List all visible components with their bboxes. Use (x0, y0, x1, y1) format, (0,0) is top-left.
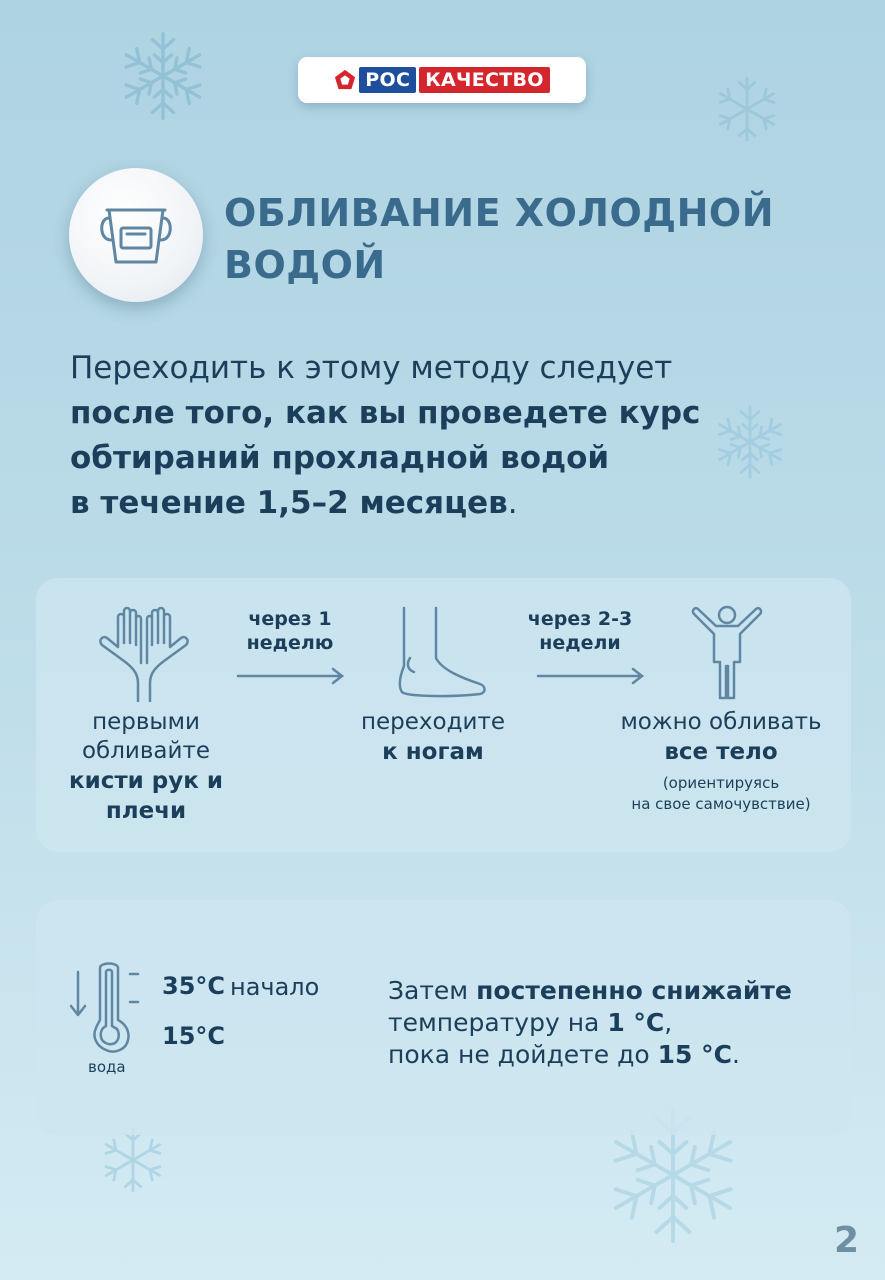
step-1-text1: первыми (92, 709, 200, 735)
intro-line2: после того, как вы проведете курс (70, 395, 701, 431)
step-3-text1: можно обливать (620, 709, 822, 735)
down-arrow-icon (68, 970, 88, 1020)
logo-kachestvo: КАЧЕСТВО (419, 67, 550, 93)
arrow-right-icon (536, 666, 646, 686)
step-3-bold1: все тело (664, 739, 778, 765)
step-2-text1: переходите (360, 709, 506, 735)
page-number: 2 (834, 1220, 860, 1261)
desc-part1: Затем (388, 976, 477, 1005)
intro-line4: в течение 1,5–2 месяцев (70, 485, 508, 521)
step-3-small1: (ориентируясь (662, 774, 780, 792)
snowflake-icon (712, 74, 782, 144)
arrow-label-1-line1: через 1 (248, 608, 332, 630)
start-temp-value: 35°C (162, 972, 226, 1000)
intro-line1: Переходить к этому методу следует (70, 350, 673, 386)
desc-part4: пока не дойдете до (388, 1040, 658, 1069)
bucket-icon (97, 196, 175, 274)
page-title-line1: ОБЛИВАНИЕ ХОЛОДНОЙ (224, 191, 775, 235)
desc-part3: , (664, 1008, 673, 1037)
desc-bold1: постепенно снижайте (476, 976, 792, 1005)
temperature-description (388, 975, 828, 1071)
desc-part2: температуру на (388, 1008, 608, 1037)
arrow-label-2 (516, 607, 644, 655)
step-1-bold1: кисти рук и (68, 768, 223, 794)
start-temp-label: начало (230, 973, 320, 1001)
step-1-bold2: плечи (105, 798, 187, 824)
foot-icon (396, 606, 488, 700)
page-title (224, 187, 784, 291)
step-3 (596, 708, 846, 815)
intro-line3: обтираний прохладной водой (70, 440, 610, 476)
step-1 (58, 708, 234, 826)
page-title-line2: ВОДОЙ (224, 243, 386, 287)
water-label: вода (88, 1058, 126, 1076)
step-2-bold1: к ногам (382, 739, 484, 765)
person-icon (688, 604, 766, 700)
desc-bold2: 1 °C (607, 1008, 665, 1037)
snowflake-icon (98, 1125, 168, 1195)
arrow-label-1 (230, 607, 350, 655)
intro-line4-end: . (507, 485, 518, 521)
pentagon-logo-icon (334, 69, 356, 91)
arrow-right-icon (236, 666, 346, 686)
end-temp-value: 15°C (162, 1022, 226, 1050)
step-3-small2: на свое самочувствие) (631, 795, 811, 813)
step-2 (348, 708, 518, 767)
arrow-label-2-line1: через 2-3 (527, 608, 633, 630)
hands-icon (96, 603, 192, 703)
snowflake-icon (115, 28, 211, 124)
logo-ros: РОС (359, 67, 416, 93)
roskachestvo-logo (298, 57, 586, 103)
desc-part5: . (731, 1040, 740, 1069)
desc-bold3: 15 °C (657, 1040, 732, 1069)
thermometer-icon (88, 960, 144, 1056)
bucket-icon-badge (69, 168, 203, 302)
arrow-label-2-line2: недели (539, 632, 621, 654)
step-1-text2: обливайте (81, 738, 211, 764)
arrow-label-1-line2: неделю (246, 632, 334, 654)
intro-text (70, 346, 830, 526)
